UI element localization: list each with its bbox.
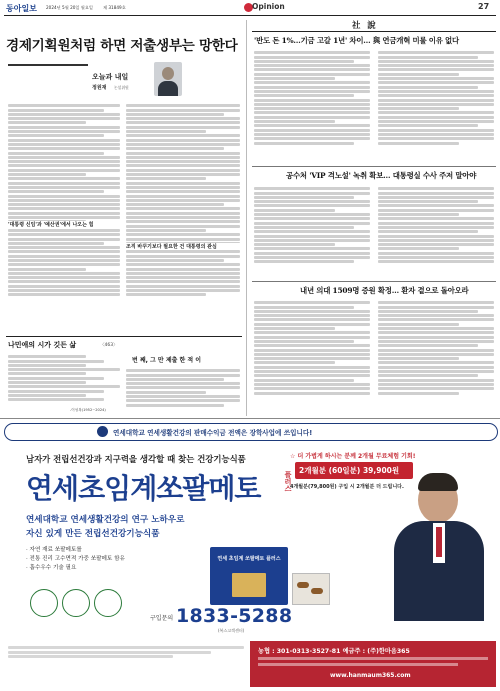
ad-fineprint [8,645,244,659]
ad-phone-label: 구입문의 [150,615,174,622]
editorial-headline-3: 내년 의대 1509명 증원 확정… 환자 곁으로 돌아오라 [300,286,469,295]
ad-info-fineprint-1 [258,657,488,660]
editorial-3-body-right [378,300,494,414]
editorial-rule [252,31,496,32]
ad-company-banner: 연세대학교 연세생활건강의 판매수익금 전액은 장학사업에 쓰입니다! [113,429,313,437]
column-title: 경제기획원처럼 하면 저출생부는 망한다 [6,38,238,54]
product-box-emblem [232,573,266,597]
ad-offer-price: 2개월분 (60일분) 39,900원 [299,466,400,475]
ad-headline-top: 남자가 전립선건강과 지구력을 생각할 때 찾는 건강기능식품 [26,454,246,464]
section-name: Opinion [252,2,285,11]
poem-text [8,354,120,414]
poem-number: 〈463〉 [100,343,118,348]
ad-bullet-1: · 자연 재료 쏘팔메토를 [26,547,82,553]
ad-phone-number[interactable]: 1833-5288 [176,605,293,627]
editorial-divider-1 [252,166,496,167]
ad-product-suffix: 플러스 [284,471,292,492]
ad-desc-1: 연세대학교 연세생활건강의 연구 노하우로 [26,515,185,525]
ad-offer-2: 4개월분(79,800원) 구입 시 2개월분 더 드립니다. [290,484,404,490]
column-body-left [8,103,120,331]
editorial-2-body-left [254,186,370,278]
poem-credit: -이성복(1952~2024) [70,408,106,412]
product-capsules-image [292,573,330,605]
product-box-label: 연세 초임계 쏘팔메토 플러스 [217,556,281,562]
advertisement [0,418,500,691]
column-rule [8,64,88,66]
column-subhead-1: '대통령 신임'과 '예산권'에서 나오는 힘 [8,221,120,228]
cert-badge-1-icon [30,589,58,617]
poem-series-title: 나민애의 시가 깃든 삶 [8,341,77,349]
ad-hotline-caption: (복스고객센터) [218,628,245,633]
page-column-divider [246,20,247,416]
date-line: 2024년 5월 20일 월요일 [46,5,93,10]
editorial-1-body-left [254,50,370,162]
columnist-role: 논설위원 [114,85,129,90]
column-subhead-2: 조직 바꾸기보다 필요한 건 대통령의 관심 [126,243,240,250]
column-divider [6,336,242,337]
ad-banner [4,423,498,441]
ad-website[interactable]: www.hanmaum365.com [330,672,411,679]
editorial-1-body-right [378,50,494,162]
ad-product-name: 연세초임계쏘팔메토 [26,472,261,505]
ad-info-strip [250,641,496,687]
editorial-divider-2 [252,281,496,282]
columnist-photo [154,62,182,96]
masthead-rule [4,15,496,16]
ad-desc-2: 자신 있게 만든 전립선건강기능식품 [26,529,160,539]
editorial-2-body-right [378,186,494,278]
poem-commentary-title: 번 째, 그 만 제출 한 적 이 [132,357,202,364]
column-body-right [126,103,240,331]
newspaper-logo: 동아일보 [6,3,37,13]
columnist-name: 정원재 [92,85,107,91]
columnist-header: 오늘과 내일 [92,73,129,81]
editorial-headline-2: 공수처 'VIP 격노설' 녹취 확보… 대통령실 수사 주저 말아야 [286,171,477,180]
poem-commentary [126,368,240,416]
editorial-label: 社 說 [352,20,378,30]
spokesperson-photo [384,471,496,621]
product-box-image [210,547,288,605]
editorial-3-body-left [254,300,370,414]
ad-offer-1: ☆ 더 가볍게 하시는 분께 2개월 무료체험 기회! [290,453,416,460]
yonsei-emblem-icon [97,426,108,437]
editorial-headline-1: '반도 돈 1%…기금 고갈 1년' 차이… 與 연금개혁 미룰 이유 없다 [254,36,459,45]
ad-bullet-3: · 흡수우수 기술 필요 [26,565,77,571]
ad-bank-info: 농협 : 301-0313-3527-81 예금주 : (주)한마음365 [258,648,410,655]
edition-number: 제 31849호 [103,5,126,10]
gmp-badge-icon [94,589,122,617]
cert-badge-2-icon [62,589,90,617]
page-number: 27 [478,2,490,11]
ad-bullet-2: · 전통 진리 고수면적 가중 쏘팔메토 함유 [26,556,125,562]
masthead [0,0,500,16]
ad-info-fineprint-2 [258,663,458,666]
